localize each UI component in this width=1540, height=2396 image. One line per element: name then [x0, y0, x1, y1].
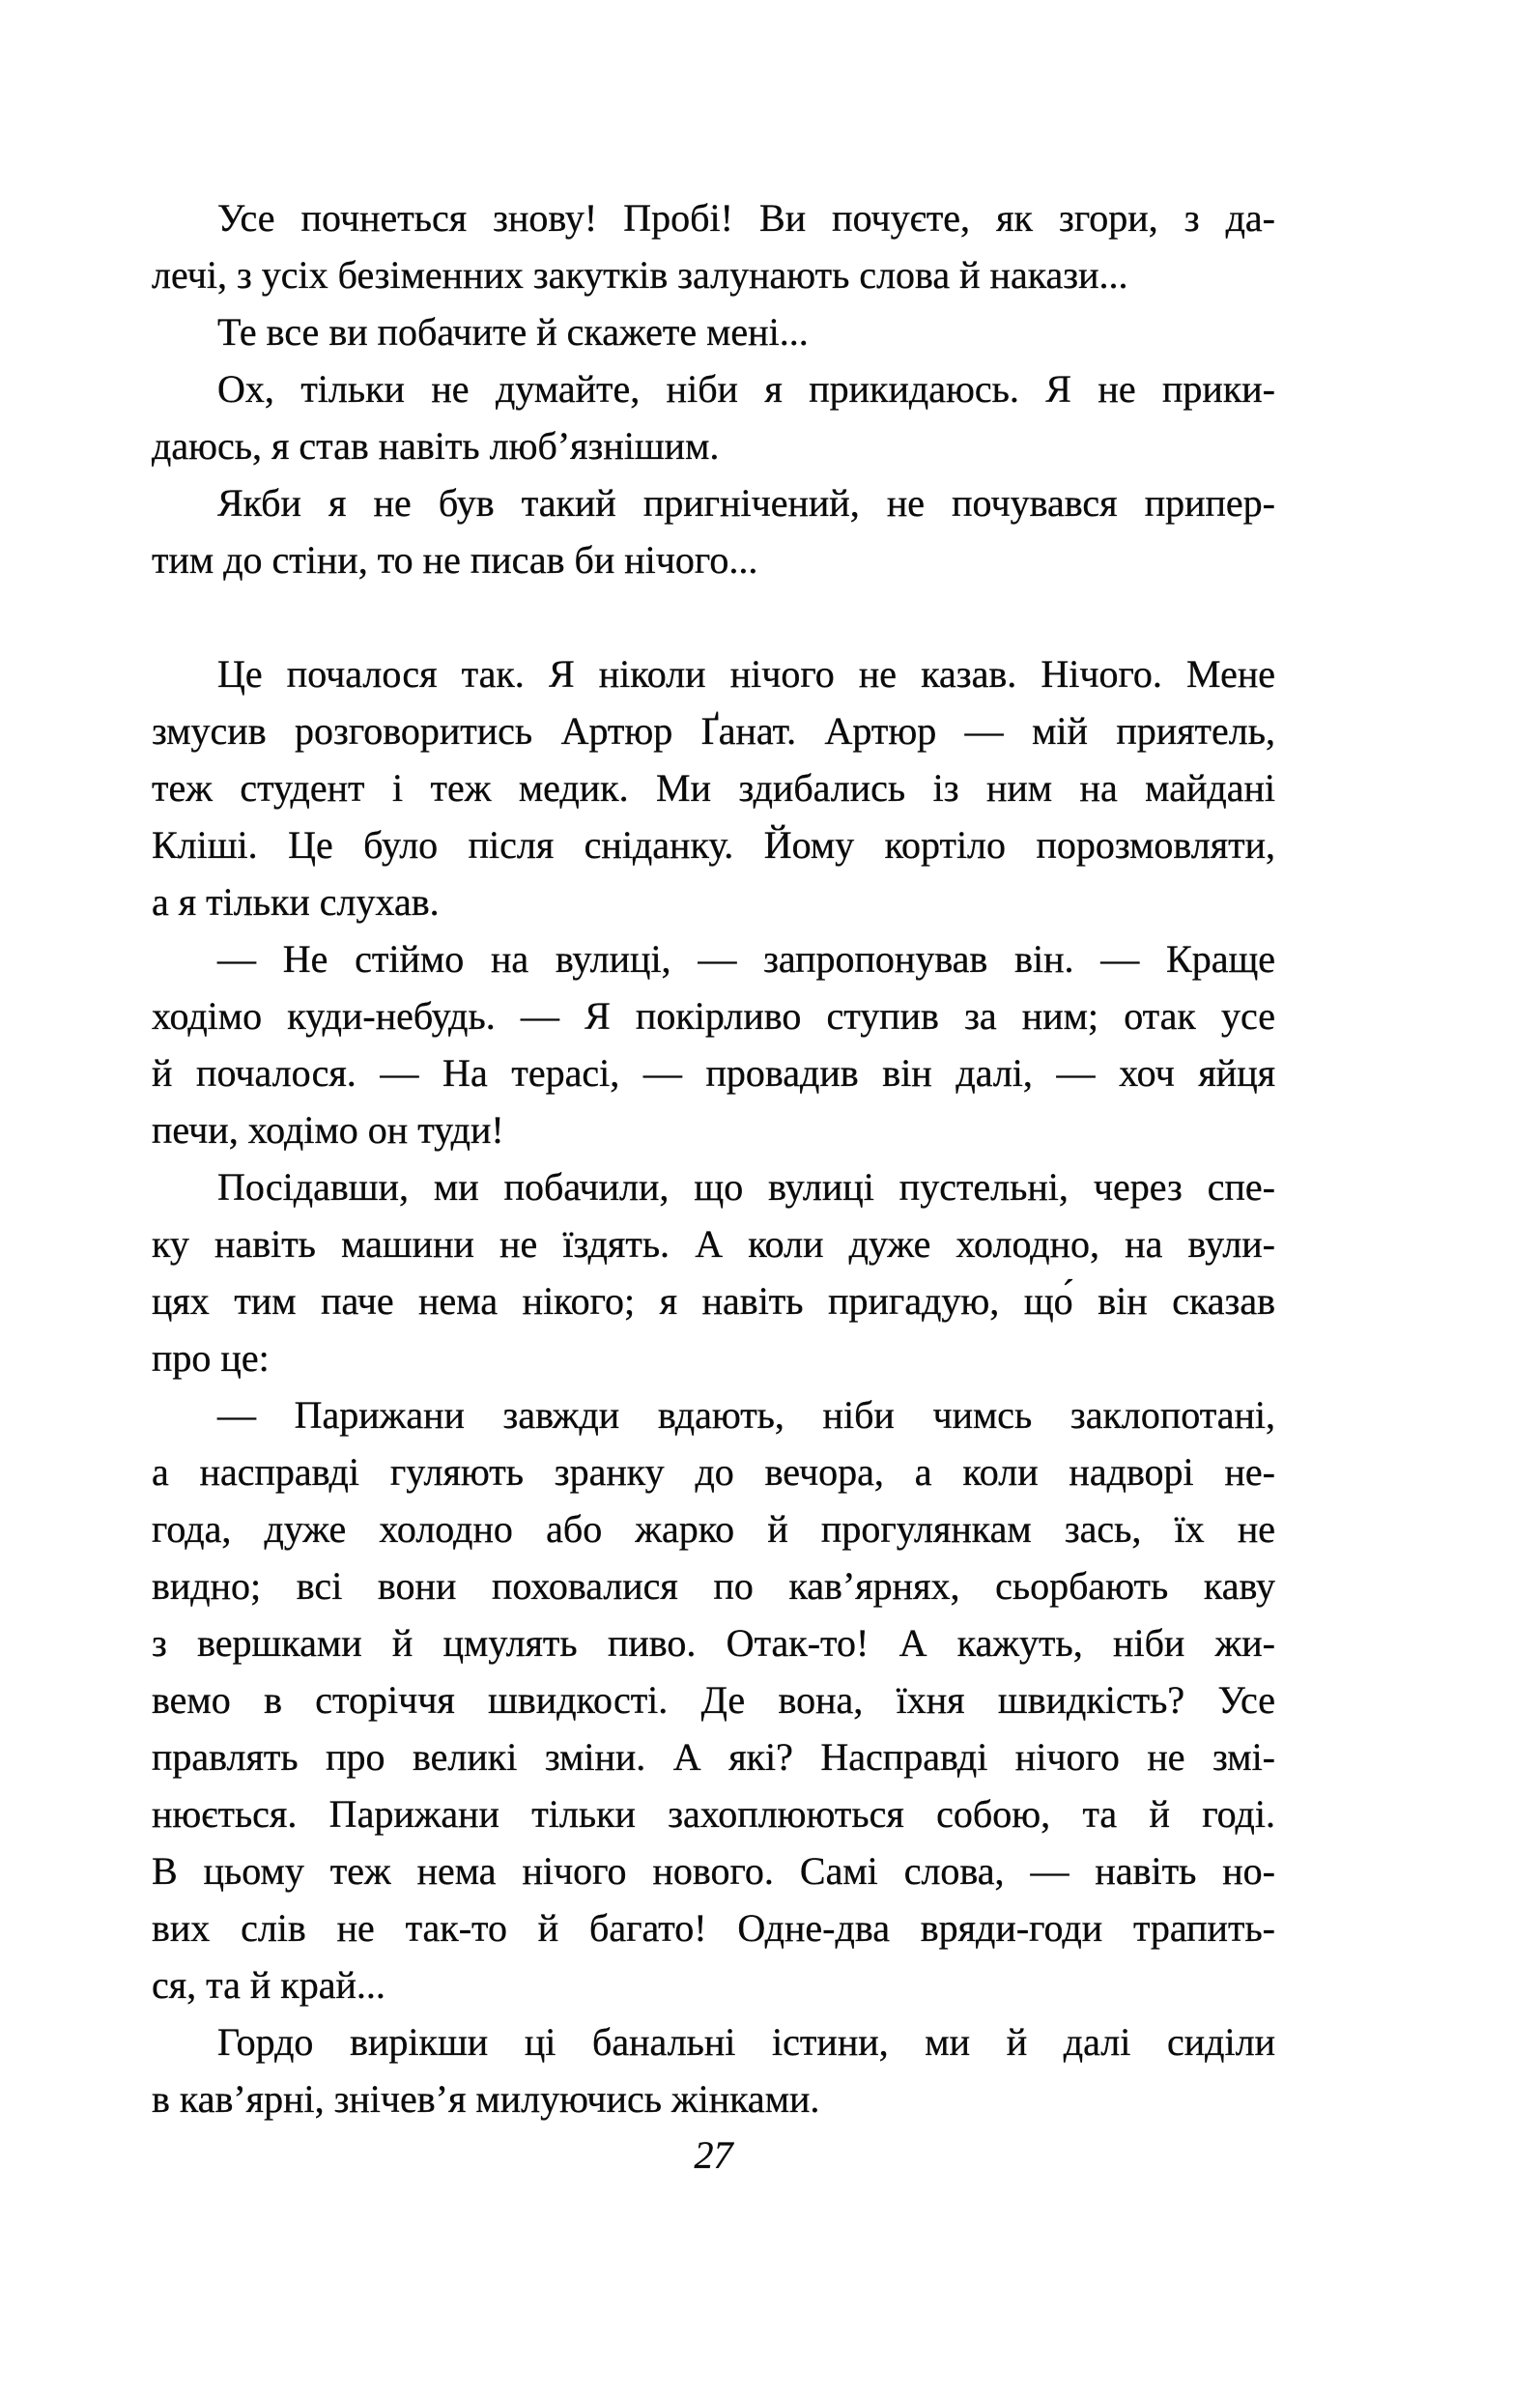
text-line: в кав’ярні, знічев’я милуючись жінками.	[152, 2077, 820, 2121]
text-line: а насправді гуляють зранку до вечора, а коли надворі не-	[152, 1450, 1275, 1494]
text-line: й почалося. — На терасі, — провадив він далі, — хоч яйця	[152, 1051, 1275, 1095]
text-line: нюється. Парижани тільки захоплюються собою, та й годі.	[152, 1792, 1275, 1836]
text-line: ходімо куди-небудь. — Я покірливо ступив за ним; отак усе	[152, 994, 1275, 1038]
text-line: года, дуже холодно або жарко й прогулянкам зась, їх не	[152, 1507, 1275, 1551]
text-line: Усе почнеться знову! Пробі! Ви почуєте, як згори, з да-	[217, 196, 1275, 240]
text-line: печи, ходімо он туди!	[152, 1108, 504, 1152]
text-line: лечі, з усіх безіменних закутків залунають слова й накази...	[152, 253, 1128, 297]
text-line: Кліші. Це було після сніданку. Йому кортіло порозмовляти,	[152, 823, 1275, 867]
text-line: — Парижани завжди вдають, ніби чимсь заклопотані,	[217, 1393, 1275, 1437]
paragraph	[152, 2013, 1275, 2127]
text-line: даюсь, я став навіть люб’язнішим.	[152, 424, 720, 468]
paragraph	[152, 360, 1275, 474]
text-line: вих слів не так-то й багато! Одне-два вряди-годи трапить-	[152, 1906, 1275, 1950]
text-line: змусив розговоритись Артюр Ґанат. Артюр — мій приятель,	[152, 709, 1275, 753]
text-line: Ох, тільки не думайте, ніби я прикидаюсь. Я не прики-	[217, 367, 1275, 411]
text-block	[152, 189, 1275, 2178]
text-line: — Не стіймо на вулиці, — запропонував він. — Краще	[217, 937, 1275, 981]
page-number: 27	[694, 2133, 733, 2177]
text-line: Посідавши, ми побачили, що вулиці пустельні, через спе-	[217, 1165, 1275, 1209]
paragraph	[152, 1158, 1275, 1386]
paragraph	[152, 303, 1275, 360]
text-line: тим до стіни, то не писав би нічого...	[152, 538, 758, 582]
text-line: про це:	[152, 1336, 270, 1380]
text-line: Якби я не був такий пригнічений, не почувався припер-	[217, 481, 1275, 525]
paragraph	[152, 930, 1275, 1158]
text-line: ку навіть машини не їздять. А коли дуже холодно, на вули-	[152, 1222, 1275, 1266]
text-line: цях тим паче нема нікого; я навіть пригадую, що́ він сказав	[152, 1279, 1275, 1323]
paragraph	[152, 189, 1275, 303]
text-line: ся, та й край...	[152, 1963, 385, 2007]
text-line: Гордо вирікши ці банальні істини, ми й далі сиділи	[217, 2020, 1275, 2064]
text-line: правлять про великі зміни. А які? Насправді нічого не змі-	[152, 1735, 1275, 1779]
text-line: В цьому теж нема нічого нового. Самі слова, — навіть но-	[152, 1849, 1275, 1893]
paragraph	[152, 1386, 1275, 2013]
paragraph	[152, 474, 1275, 588]
text-line: Це почалося так. Я ніколи нічого не казав. Нічого. Мене	[217, 652, 1275, 696]
paragraph	[152, 645, 1275, 930]
text-line: теж студент і теж медик. Ми здибались із ним на майдані	[152, 766, 1275, 810]
text-line: з вершками й цмулять пиво. Отак-то! А кажуть, ніби жи-	[152, 1621, 1275, 1665]
text-line: вемо в сторіччя швидкості. Де вона, їхня швидкість? Усе	[152, 1678, 1275, 1722]
text-line: Те все ви побачите й скажете мені...	[217, 310, 809, 354]
text-line: видно; всі вони поховалися по кав’ярнях, сьорбають каву	[152, 1564, 1275, 1608]
text-line: а я тільки слухав.	[152, 880, 440, 924]
